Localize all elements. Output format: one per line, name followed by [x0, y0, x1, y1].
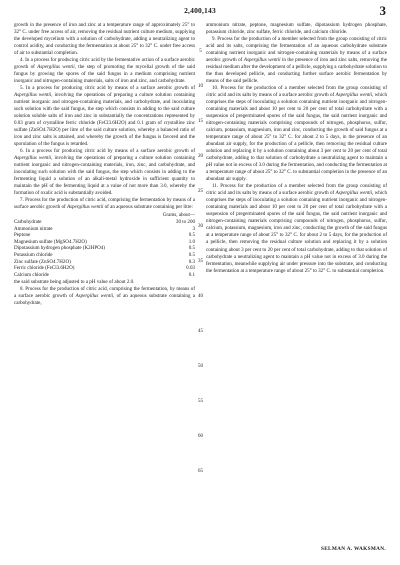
- table-header: Grams, about—: [162, 212, 195, 219]
- line-number: 55: [198, 399, 203, 404]
- table-row: Potassium chloride 0.5: [14, 251, 195, 258]
- table-row: Dipotassium hydrogen phosphate (K2HPO4) 0.5: [14, 245, 195, 252]
- table-row: Peptone 0.5: [14, 232, 195, 239]
- paragraph: the said substrate being adjusted to a pH value of about 2.0.: [14, 279, 135, 286]
- inventor-signature: SELMAN A. WAKSMAN.: [320, 546, 386, 552]
- claim-9: 9. Process for the production of a member selected from the group consisting of citric acid and its salts, comprising the fermentation of an aqueous carbohydrate substrate containing nutrient inorganic and nitrogen-containing materials by means of a surface aerobic growth of Aspergillus wentii in the presence of iron and zinc salts, removing the residual medium after the development of a pellicle, supplying a carbohydrate solution to the thus developed pellicle, and conducting further surface aerobic fermentation by means of the said pellicle.: [206, 36, 387, 85]
- line-number: 35: [198, 259, 203, 264]
- page-header: [14, 3, 386, 18]
- claim-8: 8. Process for the production of citric acid, comprising the fermentation, by means of a surface aerobic growth of Aspergillus wentii, of an aqueous substrate containing a carbohydrate,: [14, 286, 195, 307]
- claim-10: 10. Process for the production of a member selected from the group consisting of citric acid and its salts by means of a surface aerobic growth of Aspergillus wentii, which comprises the steps of inoculating a solution containing nutrient inorganic and nitrogen-containing materials and about 10 per cent to 20 per cent of total carbohydrate with a suspension of pregerminated spores of the said fungus, the said nutrient inorganic and nitrogen-containing materials comprising compounds of nitrogen, phosphorus, sulfur, calcium, potassium, magnesium, iron and zinc, conducting the growth of said fungus at a temperature range of about 25° to 32° C. for about 2 to 5 days, in the presence of an abundant air supply, for the production of a pellicle, then removing the residual culture solution and replacing it by a solution containing about 3 per cent to 20 per cent of total carbohydrate, adding to that solution of carbohydrate a neutralizing agent to maintain a pH value not in excess of 3.0 during the fermentation, and conducting the fermentation at a temperature range of about 25° to 32° C. to substantial completion in the presence of an abundant air supply.: [206, 85, 388, 183]
- line-number: 5: [199, 49, 202, 54]
- table-row: Ferric chloride (FeCl3.6H2O) 0.03: [14, 265, 195, 272]
- table-row: Magnesium sulfate (MgSO4.7H2O) 1.0: [14, 238, 195, 245]
- line-number-gutter: [195, 22, 206, 552]
- line-number: 15: [198, 119, 203, 124]
- table-row: Zinc sulfate (ZnSO4.7H2O) 0.3: [14, 258, 195, 265]
- table-row: Calcium chloride 0.1: [14, 271, 195, 278]
- right-column: [206, 22, 387, 275]
- paragraph: growth in the presence of iron and zinc at a temperature range of approximately 25° to 32° C. under free access of air, removing the residual nutrient culture medium, supplying the developed mycelium with a solution of carbohydrate, adding a neutralizing agent to control acidity, and conducting the fermentation at about 25° to 32° C. under free access of air to substantial completion.: [14, 22, 195, 57]
- patent-number: 2,400,143: [184, 6, 216, 15]
- claim-5: 5. In a process for producing citric acid by means of a surface aerobic growth of Aspergillus wentii, involving the operations of preparing a culture solution containing nutrient inorganic and nitrogen-containing materials, and carbohydrate, and inoculating such solution with the said fungus, the step which consists in adding to the said culture solution soluble salts of iron and zinc in substantially the concentrations represented by 0.03 gram of crystalline ferric chloride (FeCl3.6H2O) and 0.1 gram of crystalline zinc sulfate (ZnSO4.7H2O) per litre of the said culture solution, whereby a balanced ratio of iron and zinc salts is attained, and whereby the growth of the fungus is favored and the sporulation of the fungus is retarded.: [14, 85, 196, 148]
- table-row: Ammonium nitrate 3: [14, 225, 195, 232]
- line-number: 30: [198, 224, 203, 229]
- line-number: 25: [198, 189, 203, 194]
- line-number: 20: [198, 154, 203, 159]
- claim-4: 4. In a process for producing citric acid by the fermentative action of a surface aerobic growth of Aspergillus wentii, the step of promoting the mycelial growth of the said fungus by growing the spores of the said fungus in a medium comprising nutrient inorganic and nitrogen-containing materials, salts of iron and zinc, and carbohydrate.: [14, 57, 195, 85]
- claim-7: 7. Process for the production of citric acid, comprising the fermentation by means of a surface aerobic growth of Aspergillus wentii of an aqueous substrate containing per litre:: [14, 197, 195, 211]
- claim-6: 6. In a process for producing citric acid by means of a surface aerobic growth of Aspergillus wentii, involving the operations of preparing a culture solution containing nutrient inorganic and nitrogen-containing materials, iron, zinc, and carbohydrate, and inoculating such solution with the said fungus, the step which consists in adding to the fermenting liquid a solution of an alkali-metal hydroxide in sufficient quantity to maintain the pH of the fermenting liquid at a value of not more than 3.0, whereby the formation of oxalic acid is substantially avoided.: [14, 148, 196, 197]
- paragraph: ammonium nitrate, peptone, magnesium sulfate, dipotassium hydrogen phosphate, potassium chloride, zinc sulfate, ferric chloride, and calcium chloride.: [206, 22, 387, 36]
- claim-11: 11. Process for the production of a member selected from the group consisting of citric acid and its salts by means of a surface aerobic growth of Aspergillus wentii, which comprises the steps of inoculating a solution containing nutrient inorganic and nitrogen-containing materials and about 10 per cent to 20 per cent of total carbohydrate with a suspension of pregerminated spores of the said fungus, the said nutrient inorganic and nitrogen-containing materials comprising compounds of nitrogen, phosphorus, sulfur, calcium, potassium, magnesium, iron and zinc, conducting the growth of the said fungus at a temperature range of about 25° to 32° C. for about 2 to 5 days, for the production of a pellicle, then removing the residual culture solution and replacing it by a solution containing about 3 per cent to 20 per cent of total carbohydrate, adding to that solution of carbohydrate a neutralizing agent to maintain a pH value not in excess of 3.0 during the fermentation, meanwhile supplying air under pressure into the substrate, and conducting the fermentation at a temperature range of about 25° to 32° C. to substantial completion.: [206, 183, 388, 274]
- line-number: 60: [198, 434, 203, 439]
- line-number: 10: [198, 84, 203, 89]
- line-number: 50: [198, 364, 203, 369]
- line-number: 40: [198, 294, 203, 299]
- line-number: 65: [198, 469, 203, 474]
- table-row: Carbohydrate 30 to 200: [14, 219, 195, 226]
- page-number: 3: [379, 3, 386, 18]
- left-column: [14, 22, 195, 307]
- line-number: 45: [198, 329, 203, 334]
- substrate-table: [14, 212, 195, 278]
